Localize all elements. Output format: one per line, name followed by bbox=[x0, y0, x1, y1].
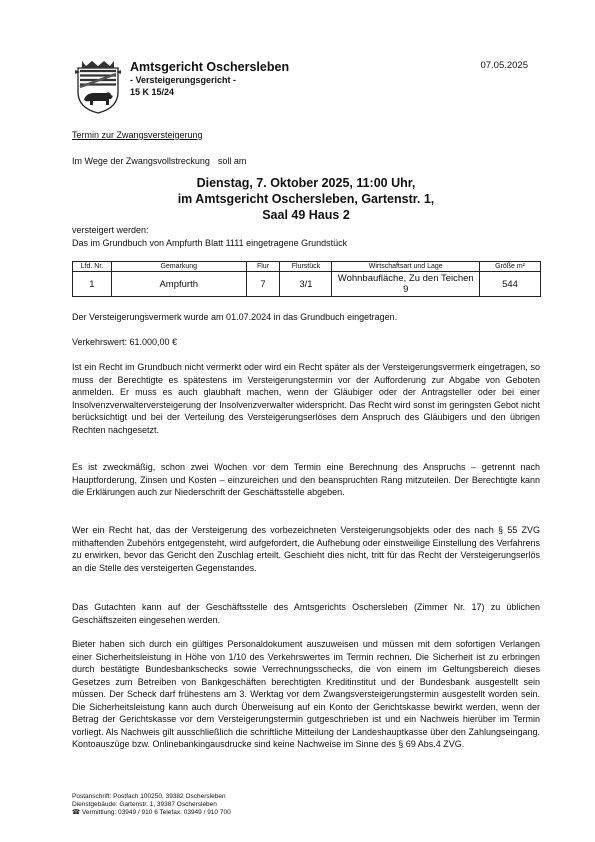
paragraph-rights-registration: Ist ein Recht im Grundbuch nicht vermerkt oder wird ein Recht später als der Versteigerungsvermerk eingetragen, so muss der Berechtigte es spätestens im Versteigerungstermin vor der Aufforderung zur Abgabe von Geboten anmelden. Er muss es auch glaubhaft machen, wenn der Gläubiger oder der Antragsteller oder bei einer Insolvenzverwalterversteigerung der Insolvenzverwalter widerspricht. Das Recht wird sonst im geringsten Gebot nicht berücksichtigt und bei der Verteilung des Versteigerungserlöses dem Anspruch des Gläubigers und den übrigen Rechten nachgesetzt. bbox=[72, 362, 540, 435]
case-number: 15 K 15/24 bbox=[130, 87, 175, 97]
paragraph-opposing-rights: Wer ein Recht hat, das der Versteigerung des vorbezeichneten Versteigerungsobjekts oder des nach § 55 ZVG mithaftenden Zubehörs entgegensteht, wird aufgefordert, die Aufhebung oder einstweilige Einstellung des Verfahrens zu erwirken, bevor das Gericht den Zuschlag erteilt. Geschieht dies nicht, tritt für das Recht der Versteigerungserlös an die Stelle des versteigerten Gegenstandes. bbox=[72, 525, 540, 573]
table-cell: Wohnbaufläche, Zu den Teichen 9 bbox=[332, 272, 480, 297]
table-row bbox=[73, 272, 541, 297]
phone-numbers: Vermittlung: 03949 / 910 6 Telefax: 03949 / 910 700 bbox=[81, 809, 231, 816]
column-header: Größe m² bbox=[480, 262, 541, 272]
table-cell: 544 bbox=[480, 272, 541, 297]
court-subtitle: - Versteigerungsgericht - bbox=[130, 75, 237, 85]
column-header: Gemarkung bbox=[111, 262, 246, 272]
paragraph-security-deposit: Bieter haben sich durch ein gültiges Personaldokument auszuweisen und müssen mit dem sofortigen Verlangen einer Sicherheitsleistung in Höhe von 1/10 des Verkehrswertes im Termin rechnen. Die Sicherheit ist zu erbringen durch bestätigte Bundesbankschecks sowie Verrechnungsschecks, die von einem im Geltungsbereich dieses Gesetzes zum Betreiben von Bankgeschäften berechtigten Kreditinstitut und der Bundesbank ausgestellt sein müssen. Der Scheck darf frühestens am 3. Werktag vor dem Zwangsversteigerungstermin ausgestellt worden sein. Die Sicherheitsleistung kann auch durch Überweisung auf ein Konto der Gerichtskasse bewirkt werden, wenn der Betrag der Gerichtskasse vor dem Versteigerungstermin gutgeschrieben ist und ein Nachweis hierüber im Termin vorliegt. Als Nachweis gilt ausschließlich die schriftliche Mitteilung der Landeshauptkasse über den Zahlungseingang. Kontoauszüge bzw. Onlinebankingausdrucke sind keine Nachweise im Sinne des § 69 Abs.4 ZVG. bbox=[72, 639, 540, 749]
column-header: Lfd. Nr. bbox=[73, 262, 112, 272]
property-description: Das im Grundbuch von Ampfurth Blatt 1111 eingetragene Grundstück bbox=[72, 238, 348, 248]
court-seal-icon bbox=[72, 58, 124, 114]
phone-icon: ☎ bbox=[72, 809, 81, 816]
paragraph-appraisal: Das Gutachten kann auf der Geschäftsstelle des Amtsgerichts Oschersleben (Zimmer Nr. 17) zu üblichen Geschäftszeiten eingesehen werden. bbox=[72, 602, 540, 625]
intro-text: Im Wege der Zwangsvollstreckung bbox=[72, 156, 210, 166]
market-value: Verkehrswert: 61.000,00 € bbox=[72, 337, 178, 347]
table-header-row bbox=[73, 262, 541, 272]
table-cell: Ampfurth bbox=[111, 272, 246, 297]
auction-location: im Amtsgericht Oschersleben, Gartenstr. 1, bbox=[177, 192, 435, 206]
registration-note: Der Versteigerungsvermerk wurde am 01.07.2024 in das Grundbuch eingetragen. bbox=[72, 312, 398, 322]
paragraph-claim-calculation: Es ist zweckmäßig, schon zwei Wochen vor dem Termin eine Berechnung des Anspruchs – getrennt nach Hauptforderung, Zinsen und Kosten – einzureichen und den beanspruchten Rang mitzuteilen. Der Berechtigte kann die Erklärungen auch zur Niederschrift der Geschäftsstelle abgeben. bbox=[72, 462, 540, 497]
table-cell: 7 bbox=[246, 272, 280, 297]
office-address: Dienstgebäude: Gartenstr. 1, 39387 Oschersleben bbox=[72, 801, 217, 808]
contact-line bbox=[72, 809, 231, 817]
table-cell: 3/1 bbox=[280, 272, 332, 297]
postal-address: Postanschrift: Postfach 100250, 39382 Oschersleben bbox=[72, 793, 226, 800]
column-header: Wirtschaftsart und Lage bbox=[332, 262, 480, 272]
auction-date-block bbox=[72, 175, 540, 223]
intro-line bbox=[72, 156, 246, 166]
table-cell: 1 bbox=[73, 272, 112, 297]
auction-date: Dienstag, 7. Oktober 2025, 11:00 Uhr, bbox=[196, 176, 416, 190]
document-date: 07.05.2025 bbox=[480, 60, 528, 71]
property-table bbox=[72, 261, 541, 297]
column-header: Flurstück bbox=[280, 262, 332, 272]
document-heading: Termin zur Zwangsversteigerung bbox=[72, 130, 203, 140]
column-header: Flur bbox=[246, 262, 280, 272]
court-name: Amtsgericht Oschersleben bbox=[130, 60, 290, 74]
auction-room: Saal 49 Haus 2 bbox=[262, 208, 350, 222]
intro-text-2: soll am bbox=[217, 156, 247, 166]
auction-label: versteigert werden: bbox=[72, 225, 149, 235]
footer bbox=[72, 793, 231, 817]
